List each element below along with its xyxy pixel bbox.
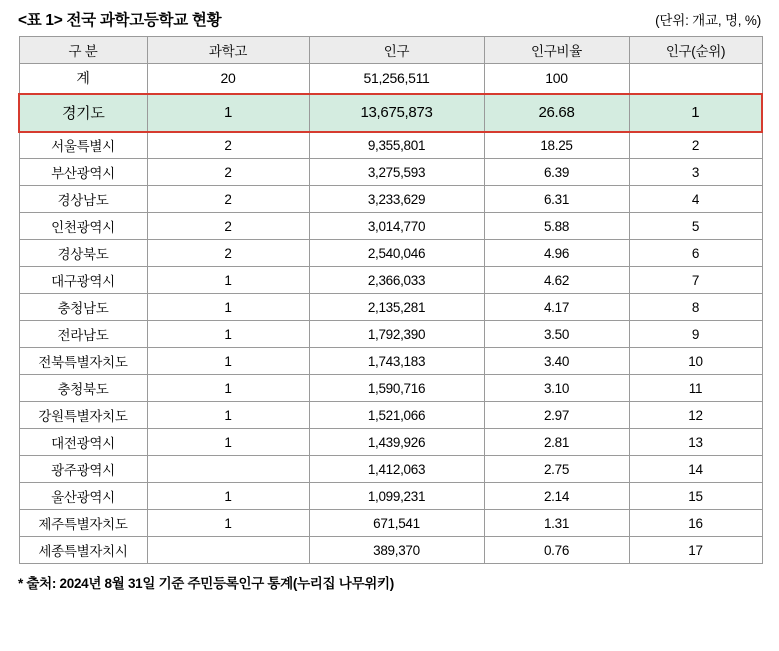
cell-population: 1,099,231: [309, 483, 484, 510]
cell-population: 51,256,511: [309, 64, 484, 94]
cell-population: 1,412,063: [309, 456, 484, 483]
cell-schools: 1: [147, 94, 309, 132]
column-header-rank: 인구(순위): [629, 37, 762, 64]
table-row: [19, 240, 762, 267]
cell-region: 인천광역시: [19, 213, 147, 240]
cell-ratio: 18.25: [484, 132, 629, 159]
cell-region: 강원특별자치도: [19, 402, 147, 429]
cell-rank: 17: [629, 537, 762, 564]
cell-schools: 1: [147, 321, 309, 348]
cell-region: 충청북도: [19, 375, 147, 402]
table-body: [19, 64, 762, 564]
cell-ratio: 6.31: [484, 186, 629, 213]
cell-region: 울산광역시: [19, 483, 147, 510]
unit-note: (단위: 개교, 명, %): [655, 13, 761, 28]
cell-rank: 1: [629, 94, 762, 132]
cell-population: 1,590,716: [309, 375, 484, 402]
cell-ratio: 3.40: [484, 348, 629, 375]
cell-region: 대전광역시: [19, 429, 147, 456]
source-footnote: * 출처: 2024년 8월 31일 기준 주민등록인구 통계(누리집 나무위키): [18, 576, 394, 591]
table-header: [19, 37, 762, 64]
cell-ratio: 2.75: [484, 456, 629, 483]
cell-population: 2,366,033: [309, 267, 484, 294]
cell-rank: 11: [629, 375, 762, 402]
science-high-school-status-table: [18, 36, 763, 564]
table-caption: <표 1> 전국 과학고등학교 현황: [18, 12, 222, 29]
cell-schools: 1: [147, 429, 309, 456]
cell-rank: 2: [629, 132, 762, 159]
cell-ratio: 1.31: [484, 510, 629, 537]
cell-rank: 9: [629, 321, 762, 348]
cell-schools: 2: [147, 132, 309, 159]
column-header-region: 구 분: [19, 37, 147, 64]
cell-rank: [629, 64, 762, 94]
table-row: [19, 429, 762, 456]
table-row: [19, 186, 762, 213]
cell-region: 제주특별자치도: [19, 510, 147, 537]
cell-ratio: 100: [484, 64, 629, 94]
cell-population: 9,355,801: [309, 132, 484, 159]
cell-rank: 7: [629, 267, 762, 294]
cell-schools: 2: [147, 213, 309, 240]
cell-region: 경기도: [19, 94, 147, 132]
cell-rank: 13: [629, 429, 762, 456]
cell-ratio: 2.97: [484, 402, 629, 429]
cell-population: 1,792,390: [309, 321, 484, 348]
cell-schools: 1: [147, 348, 309, 375]
cell-population: 1,743,183: [309, 348, 484, 375]
table-row: [19, 402, 762, 429]
cell-population: 2,135,281: [309, 294, 484, 321]
cell-schools: 1: [147, 402, 309, 429]
table-row: [19, 483, 762, 510]
cell-region: 경상남도: [19, 186, 147, 213]
table-row: [19, 321, 762, 348]
cell-population: 2,540,046: [309, 240, 484, 267]
table-header-row: [19, 37, 762, 64]
cell-schools: 1: [147, 267, 309, 294]
cell-ratio: 0.76: [484, 537, 629, 564]
cell-schools: 1: [147, 510, 309, 537]
cell-region: 광주광역시: [19, 456, 147, 483]
cell-schools: 2: [147, 240, 309, 267]
cell-population: 1,439,926: [309, 429, 484, 456]
cell-schools: 20: [147, 64, 309, 94]
column-header-ratio: 인구비율: [484, 37, 629, 64]
cell-population: 3,014,770: [309, 213, 484, 240]
cell-rank: 4: [629, 186, 762, 213]
cell-region: 전북특별자치도: [19, 348, 147, 375]
table-row: [19, 456, 762, 483]
table-row: [19, 510, 762, 537]
cell-ratio: 3.10: [484, 375, 629, 402]
cell-rank: 12: [629, 402, 762, 429]
cell-schools: [147, 537, 309, 564]
table-row: [19, 132, 762, 159]
cell-schools: [147, 456, 309, 483]
cell-ratio: 6.39: [484, 159, 629, 186]
cell-rank: 16: [629, 510, 762, 537]
cell-schools: 2: [147, 186, 309, 213]
cell-rank: 5: [629, 213, 762, 240]
cell-region: 경상북도: [19, 240, 147, 267]
table-row: [19, 159, 762, 186]
cell-population: 3,233,629: [309, 186, 484, 213]
table-caption-row: [18, 8, 761, 30]
cell-ratio: 4.17: [484, 294, 629, 321]
cell-ratio: 5.88: [484, 213, 629, 240]
cell-region: 전라남도: [19, 321, 147, 348]
cell-rank: 8: [629, 294, 762, 321]
cell-population: 389,370: [309, 537, 484, 564]
cell-rank: 10: [629, 348, 762, 375]
table-row: [19, 64, 762, 94]
column-header-population: 인구: [309, 37, 484, 64]
cell-population: 13,675,873: [309, 94, 484, 132]
cell-region: 서울특별시: [19, 132, 147, 159]
cell-ratio: 2.81: [484, 429, 629, 456]
table-row: [19, 94, 762, 132]
column-header-schools: 과학고: [147, 37, 309, 64]
table-row: [19, 213, 762, 240]
cell-ratio: 3.50: [484, 321, 629, 348]
cell-region: 세종특별자치시: [19, 537, 147, 564]
cell-region: 계: [19, 64, 147, 94]
table-row: [19, 375, 762, 402]
cell-rank: 6: [629, 240, 762, 267]
cell-schools: 1: [147, 375, 309, 402]
table-row: [19, 267, 762, 294]
cell-population: 671,541: [309, 510, 484, 537]
cell-region: 충청남도: [19, 294, 147, 321]
cell-ratio: 4.96: [484, 240, 629, 267]
table-row: [19, 294, 762, 321]
cell-rank: 3: [629, 159, 762, 186]
cell-ratio: 2.14: [484, 483, 629, 510]
table-row: [19, 537, 762, 564]
cell-rank: 14: [629, 456, 762, 483]
cell-schools: 1: [147, 294, 309, 321]
cell-schools: 1: [147, 483, 309, 510]
table-row: [19, 348, 762, 375]
cell-ratio: 26.68: [484, 94, 629, 132]
cell-region: 부산광역시: [19, 159, 147, 186]
cell-rank: 15: [629, 483, 762, 510]
cell-population: 1,521,066: [309, 402, 484, 429]
cell-population: 3,275,593: [309, 159, 484, 186]
cell-ratio: 4.62: [484, 267, 629, 294]
cell-schools: 2: [147, 159, 309, 186]
cell-region: 대구광역시: [19, 267, 147, 294]
